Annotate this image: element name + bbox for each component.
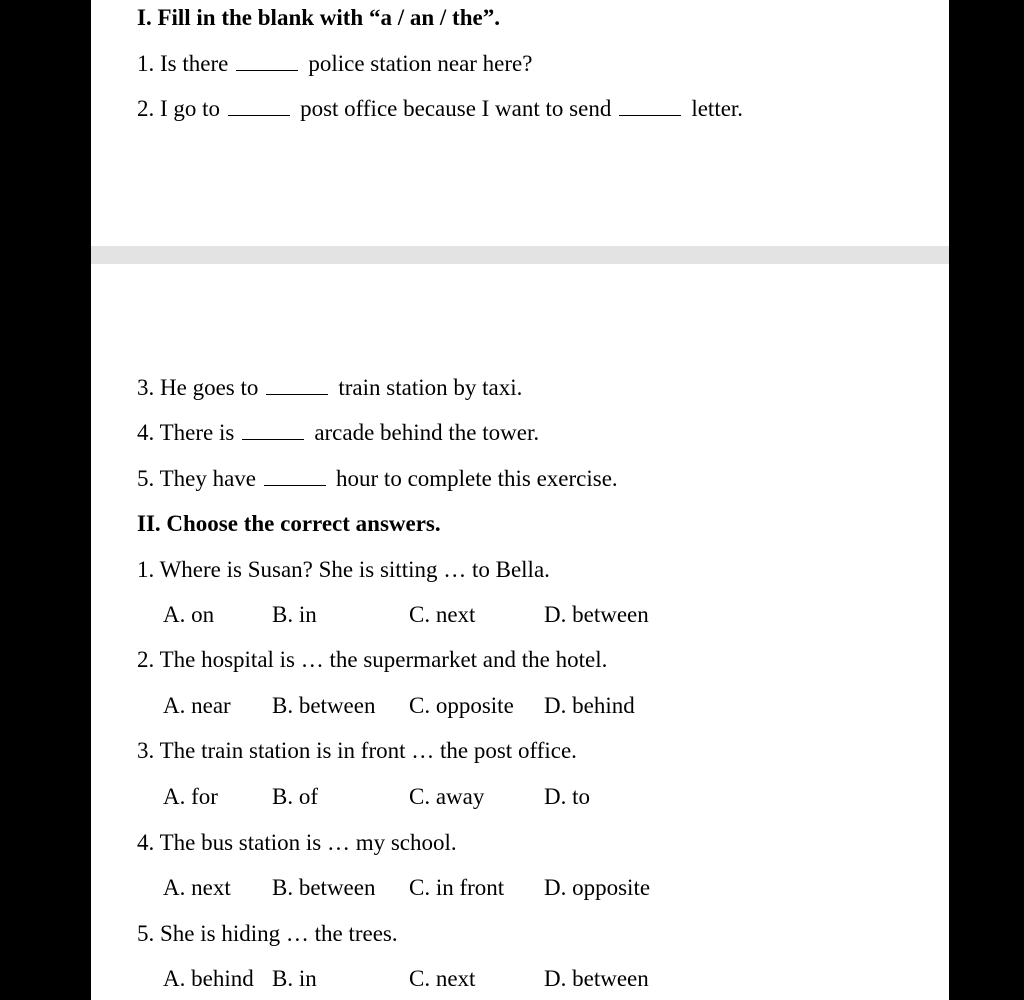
- fill-item-3: [137, 374, 522, 402]
- option-d: D. between: [544, 966, 649, 991]
- option-c: C. next: [409, 602, 476, 627]
- option-d: D. opposite: [544, 875, 651, 900]
- option-c: C. next: [409, 966, 476, 991]
- option-d: D. behind: [544, 693, 635, 718]
- question-3: 3. The train station is in front … the post office.: [137, 738, 577, 763]
- option-d: D. to: [544, 784, 590, 809]
- page-gap: [91, 246, 949, 264]
- option-a: A. next: [163, 875, 231, 900]
- section-2-heading: II. Choose the correct answers.: [137, 511, 441, 536]
- answer-blank: [266, 376, 328, 395]
- option-a: A. on: [163, 602, 215, 627]
- fill-item-3-before: 3. He goes to: [137, 375, 259, 400]
- option-a: A. behind: [163, 966, 254, 991]
- fill-item-2-after: letter.: [691, 96, 744, 121]
- option-a: A. for: [163, 784, 218, 809]
- fill-item-4-after: arcade behind the tower.: [314, 420, 540, 445]
- answer-blank: [242, 421, 304, 440]
- answer-blank: [264, 467, 326, 486]
- fill-item-4-before: 4. There is: [137, 420, 235, 445]
- question-4: 4. The bus station is … my school.: [137, 830, 457, 855]
- fill-item-5-before: 5. They have: [137, 466, 257, 491]
- option-c: C. in front: [409, 875, 505, 900]
- option-b: B. of: [272, 784, 318, 809]
- option-c: C. away: [409, 784, 485, 809]
- fill-item-1-after: police station near here?: [308, 51, 533, 76]
- question-2: 2. The hospital is … the supermarket and the hotel.: [137, 647, 608, 672]
- option-d: D. between: [544, 602, 649, 627]
- option-b: B. in: [272, 966, 317, 991]
- question-5: 5. She is hiding … the trees.: [137, 921, 398, 946]
- fill-item-5: [137, 465, 618, 493]
- fill-item-1: [137, 50, 532, 78]
- option-a: A. near: [163, 693, 231, 718]
- option-b: B. in: [272, 602, 317, 627]
- section-1-heading: I. Fill in the blank with “a / an / the”.: [137, 5, 500, 30]
- question-1: 1. Where is Susan? She is sitting … to Bella.: [137, 557, 550, 582]
- fill-item-4: [137, 419, 539, 447]
- option-b: B. between: [272, 875, 376, 900]
- fill-item-1-before: 1. Is there: [137, 51, 229, 76]
- fill-item-3-after: train station by taxi.: [338, 375, 523, 400]
- option-c: C. opposite: [409, 693, 514, 718]
- answer-blank: [619, 97, 681, 116]
- option-b: B. between: [272, 693, 376, 718]
- document-page-1: [91, 0, 949, 246]
- fill-item-5-after: hour to complete this exercise.: [336, 466, 618, 491]
- fill-item-2-middle: post office because I want to send: [300, 96, 612, 121]
- fill-item-2-before: 2. I go to: [137, 96, 221, 121]
- answer-blank: [228, 97, 290, 116]
- answer-blank: [236, 52, 298, 71]
- fill-item-2: [137, 95, 743, 123]
